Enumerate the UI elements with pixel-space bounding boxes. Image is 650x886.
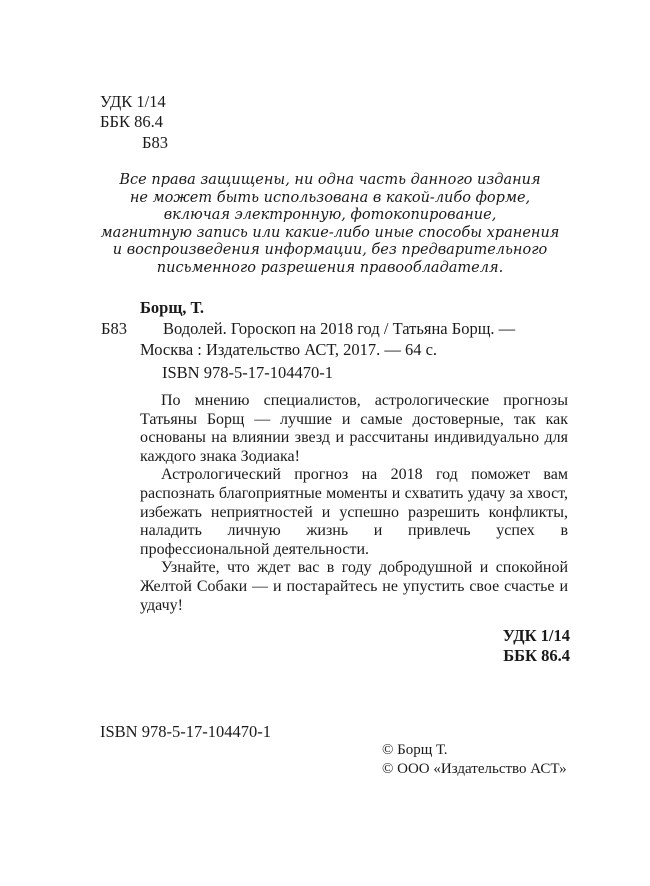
notice-line: магнитную запись или какие-либо иные способы хранения xyxy=(100,224,560,241)
annotation xyxy=(140,392,568,615)
catalog-author: Борщ, Т. xyxy=(140,298,204,317)
annotation-paragraph: Узнайте, что ждет вас в году добродушной и спокойной Желтой Собаки — и постарайтесь не упустить свое счастье и удачу! xyxy=(140,559,568,614)
copyright-author: © Борщ Т. xyxy=(382,742,448,758)
notice-line: письменного разрешения правообладателя. xyxy=(156,259,504,276)
catalog-title-line2: Москва : Издательство АСТ, 2017. — 64 с. xyxy=(140,340,438,359)
catalog-title-line1: Водолей. Гороскоп на 2018 год / Татьяна Борщ. — xyxy=(163,319,516,338)
footer-bbk: ББК 86.4 xyxy=(503,646,570,665)
bbk-code: ББК 86.4 xyxy=(100,112,163,131)
notice-line: Все права защищены, ни одна часть данного издания xyxy=(119,172,541,188)
footer-udk: УДК 1/14 xyxy=(502,626,570,645)
notice-line: не может быть использована в какой-либо форме, xyxy=(129,189,531,206)
udk-code: УДК 1/14 xyxy=(100,92,166,111)
author-mark: Б83 xyxy=(142,133,168,152)
catalog-mark: Б83 xyxy=(101,319,127,338)
isbn-bottom: ISBN 978-5-17-104470-1 xyxy=(100,722,271,741)
catalog-isbn: ISBN 978-5-17-104470-1 xyxy=(162,363,333,382)
copyright-publisher: © ООО «Издательство АСТ» xyxy=(382,761,567,777)
copyright-notice xyxy=(90,172,570,277)
annotation-paragraph: Астрологический прогноз на 2018 год поможет вам распознать благоприятные моменты и схватить удачу за хвост, избежать неприятностей и успешно разрешить конфликты, наладить личную жизнь и привлечь успех в профессиональной деятельности. xyxy=(140,466,568,558)
notice-line: включая электронную, фотокопирование, xyxy=(163,207,497,223)
annotation-paragraph: По мнению специалистов, астрологические прогнозы Татьяны Борщ — лучшие и самые достоверные, так как основаны на влиянии звезд и рассчитаны индивидуально для каждого знака Зодиака! xyxy=(140,392,568,465)
notice-line: и воспроизведения информации, без предварительного xyxy=(112,242,548,258)
